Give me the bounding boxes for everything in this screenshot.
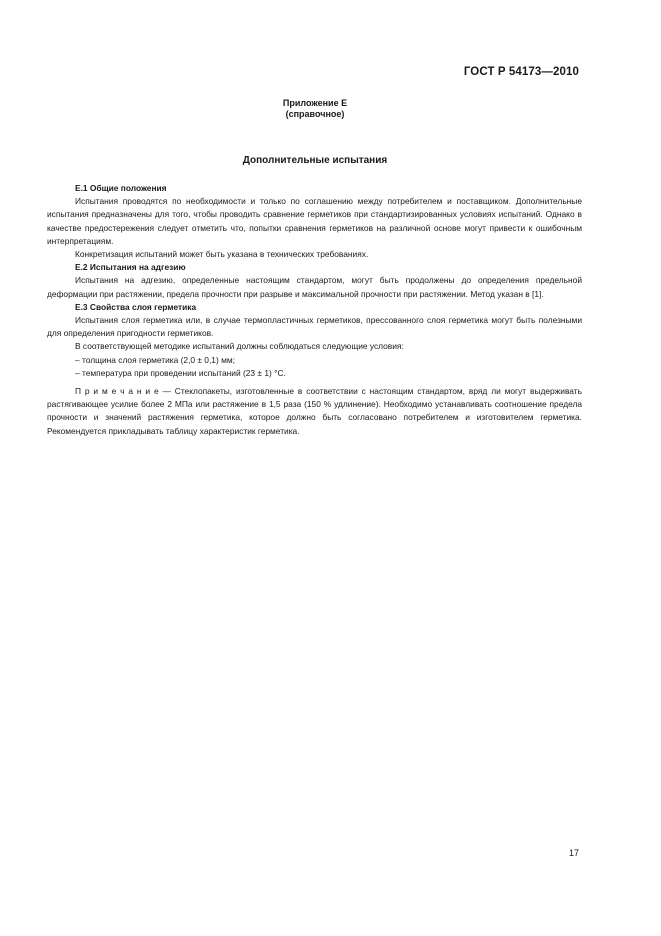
annex-heading <box>0 98 630 120</box>
heading-e3: Е.3 Свойства слоя герметика <box>75 301 197 312</box>
note-text: Стеклопакеты, изготовленные в соответствии с настоящим стандартом, вряд ли могут выдерживать растягивающее усилие более 2 МПа или растяжение в 1,5 раза (150 % удлинение). Необходимо устанавливать соотношение предела прочности и значений растяжения герметика, которое должно быть согласовано потребителем и изготовителем герметика. Рекомендуется прикладывать таблицу характеристик герметика. <box>47 386 582 436</box>
paragraph-e1-2: Конкретизация испытаний может быть указана в технических требованиях. <box>75 249 369 260</box>
body-text <box>47 182 582 438</box>
heading-e1: Е.1 Общие положения <box>75 183 167 193</box>
standard-number: ГОСТ Р 54173—2010 <box>463 66 579 78</box>
section-title: Дополнительные испытания <box>242 155 388 166</box>
annex-subtitle: (справочное) <box>285 109 345 119</box>
list-item-thickness: – толщина слоя герметика (2,0 ± 0,1) мм; <box>75 354 235 365</box>
heading-e2: Е.2 Испытания на адгезию <box>75 262 186 273</box>
annex-title: Приложение Е <box>282 98 348 108</box>
paragraph-e1-1: Испытания проводятся по необходимости и только по соглашению между потребителем и поставщиком. Дополнительные испытания предназначены для того, чтобы проводить сравнение герметиков при стандартизированных условиях испытаний. Однако в качестве предостережения следует отметить что, попытки сравнения герметиков на различной основе могут привести к ошибочным интерпретациям. <box>47 196 582 246</box>
note-label: П р и м е ч а н и е — <box>75 386 171 397</box>
list-item-temperature: – температура при проведении испытаний (23 ± 1) °С. <box>75 367 286 378</box>
paragraph-e2-1: Испытания на адгезию, определенные настоящим стандартом, могут быть продолжены до определения предельной деформации при растяжении, предела прочности при разрыве и максимальной прочности при растяжении. Метод указан в [1]. <box>47 275 582 299</box>
paragraph-e3-2: В соответствующей методике испытаний должны соблюдаться следующие условия: <box>75 341 404 352</box>
page-number: 17 <box>568 848 579 858</box>
note-paragraph <box>47 385 582 438</box>
paragraph-e3-1: Испытания слоя герметика или, в случае термопластичных герметиков, прессованного слоя герметика могут быть полезными для определения пригодности герметиков. <box>47 315 582 339</box>
